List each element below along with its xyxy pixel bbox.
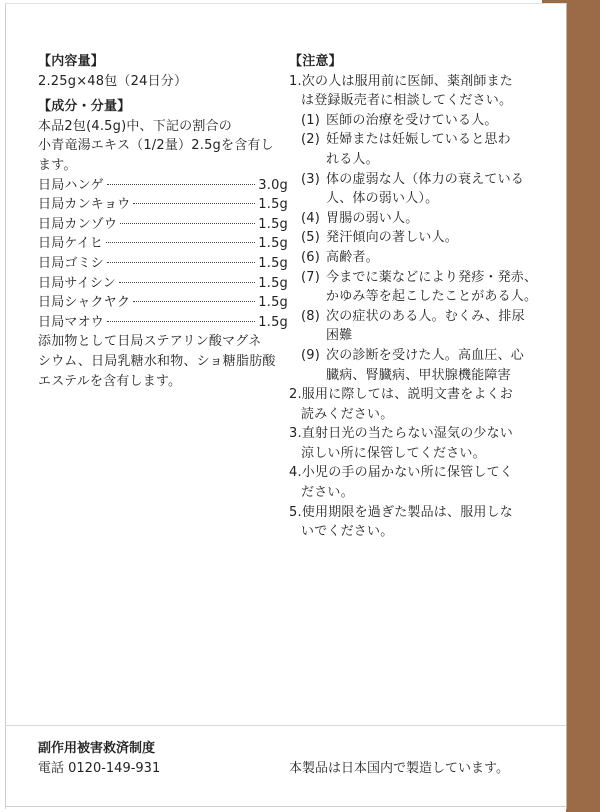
bottom-edge-line [5, 806, 566, 807]
subitem-number: (6) [301, 249, 321, 265]
subitem-number: (4) [301, 210, 321, 226]
subitem-text: れる人。 [326, 151, 379, 167]
ingredient-name: 日局ゴミシ [38, 255, 105, 271]
caution-item-1-line: は登録販売者に相談してください。 [301, 93, 513, 109]
subitem-text: 臓病、腎臓病、甲状腺機能障害 [326, 367, 511, 383]
content-title: 【内容量】 [38, 54, 105, 69]
relief-phone: 電話 0120-149-931 [38, 760, 161, 776]
subitem-number: (8) [301, 308, 321, 324]
ingredient-amount: 1.5g [258, 275, 288, 291]
ingredient-amount: 1.5g [258, 197, 288, 213]
caution-subitem [301, 268, 549, 307]
ingredient-amount: 1.5g [258, 314, 288, 330]
ingredient-amount: 1.5g [258, 255, 288, 271]
ingredient-amount: 1.5g [258, 236, 288, 252]
caution-subitem [301, 307, 549, 346]
caution-item-1-line: 1.次の人は服用前に医師、薬剤師また [289, 73, 514, 89]
leader-dots [120, 223, 255, 224]
subitem-text: 今までに薬などにより発疹・発赤、 [326, 269, 538, 285]
ingredient-row [38, 313, 288, 333]
additives-line: エステルを含有します。 [38, 373, 182, 389]
subitem-number: (2) [301, 132, 321, 148]
caution-subitem [301, 228, 549, 248]
ingredient-amount: 3.0g [258, 177, 288, 193]
ingredients-intro-line: 小青竜湯エキス（1/2量）2.5gを含有し [38, 138, 274, 154]
subitem-text: 発汗傾向の著しい人。 [326, 230, 459, 246]
subitem-number: (9) [301, 347, 321, 363]
caution-subitem [301, 111, 549, 131]
subitem-number: (3) [301, 171, 321, 187]
subitem-text: 体の虚弱な人（体力の衰えている [326, 171, 525, 187]
caution-item-line: 2.服用に際しては、説明文書をよくお [289, 387, 514, 403]
caution-item-line: ださい。 [301, 485, 354, 501]
caution-subitem [301, 248, 549, 268]
ingredient-row [38, 254, 288, 274]
subitem-text: かゆみ等を起こしたことがある人。 [326, 289, 538, 305]
ingredient-name: 日局サイシン [38, 275, 116, 291]
caution-subitem [301, 346, 549, 385]
ingredient-amount: 1.5g [258, 216, 288, 232]
ingredient-name: 日局ケイヒ [38, 236, 104, 252]
additives-line: 添加物として日局ステアリン酸マグネ [38, 334, 262, 350]
leader-dots [133, 301, 255, 302]
subitem-text: 高齢者。 [326, 249, 379, 265]
leader-dots [107, 184, 256, 185]
caution-item-line: 3.直射日光の当たらない湿気の少ない [289, 426, 514, 442]
caution-subitem [301, 130, 549, 169]
caution-item-line: 4.小児の手の届かない所に保管してく [289, 465, 514, 481]
relief-title: 副作用被害救済制度 [38, 741, 156, 756]
ingredient-name: 日局マオウ [38, 314, 105, 330]
ingredient-row [38, 234, 288, 254]
ingredient-row [38, 293, 288, 313]
ingredient-row [38, 176, 288, 196]
ingredient-amount: 1.5g [258, 295, 288, 311]
ingredient-row [38, 215, 288, 235]
ingredients-intro-line: 本品2包(4.5g)中、下記の割合の [38, 118, 232, 134]
subitem-text: 胃腸の弱い人。 [326, 210, 419, 226]
subitem-text: 妊婦または妊娠していると思わ [326, 132, 511, 148]
subitem-text: 次の症状のある人。むくみ、排尿 [326, 308, 525, 324]
ingredient-row [38, 195, 288, 215]
ingredient-name: 日局カンゾウ [38, 216, 118, 232]
subitem-text: 次の診断を受けた人。高血圧、心 [326, 347, 525, 363]
brown-side-strip [566, 0, 600, 812]
ingredient-name: 日局カンキョウ [38, 197, 131, 213]
caution-item-line: 読みください。 [301, 406, 394, 422]
subitem-text: 人、体の弱い人）。 [326, 191, 439, 207]
right-column [289, 52, 549, 542]
leader-dots [107, 262, 255, 263]
ingredient-name: 日局シャクヤク [38, 295, 131, 311]
additives-line: シウム、日局乳糖水和物、ショ糖脂肪酸 [38, 353, 276, 369]
relief-system-block [38, 739, 160, 778]
caution-item-line: 5.使用期限を過ぎた製品は、服用しな [289, 504, 514, 520]
ingredient-row [38, 274, 288, 294]
caution-item-line: いでください。 [301, 524, 394, 540]
content-text: 2.25g×48包（24日分） [38, 73, 188, 89]
subitem-text: 医師の治療を受けている人。 [326, 112, 498, 128]
subitem-number: (5) [301, 230, 321, 246]
leader-dots [107, 321, 255, 322]
leader-dots [133, 203, 255, 204]
left-column [38, 52, 288, 391]
subitem-number: (1) [301, 112, 321, 128]
ingredients-intro-line: ます。 [38, 157, 77, 173]
subitem-text: 困難 [326, 328, 353, 344]
caution-subitem [301, 170, 549, 209]
leader-dots [119, 282, 255, 283]
caution-item-line: 涼しい所に保管してください。 [301, 445, 486, 461]
caution-title: 【注意】 [289, 54, 342, 69]
caution-subitem [301, 209, 549, 229]
ingredients-title: 【成分・分量】 [38, 99, 131, 115]
made-in-japan-note: 本製品は日本国内で製造しています。 [289, 761, 509, 776]
leader-dots [106, 242, 255, 243]
subitem-number: (7) [301, 269, 321, 285]
ingredient-name: 日局ハンゲ [38, 177, 104, 193]
